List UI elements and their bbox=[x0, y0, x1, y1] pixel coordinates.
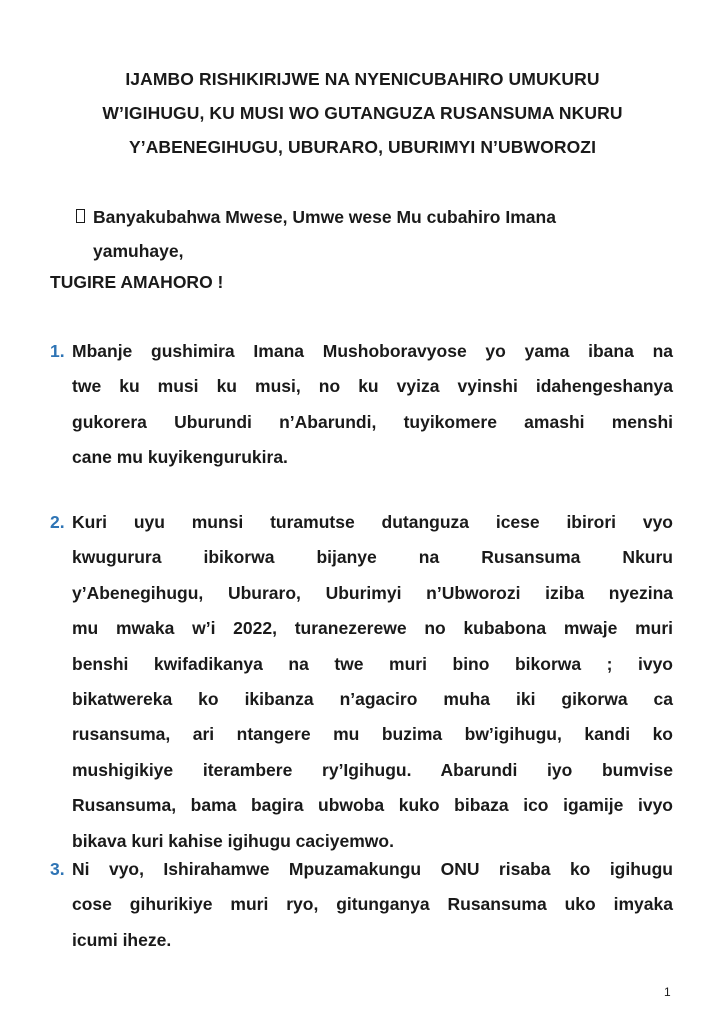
title-line-2: W’IGIHUGU, KU MUSI WO GUTANGUZA RUSANSUMA NKURU bbox=[102, 103, 623, 123]
paragraph-1 bbox=[50, 334, 673, 476]
paragraph-line: twe ku musi ku musi, no ku vyiza vyinshi idahengeshanya bbox=[72, 376, 673, 397]
list-number: 2. bbox=[50, 512, 65, 532]
paragraph-line: kwugurura ibikorwa bijanye na Rusansuma Nkuru bbox=[72, 547, 673, 568]
title-line-3: Y’ABENEGIHUGU, UBURARO, UBURIMYI N’UBWOROZI bbox=[128, 137, 597, 157]
paragraph-line: cose gihurikiye muri ryo, gitunganya Rusansuma uko imyaka bbox=[72, 894, 673, 915]
paragraph-3 bbox=[50, 852, 673, 958]
paragraph-line: Rusansuma, bama bagira ubwoba kuko bibaza ico igamije ivyo bbox=[72, 795, 673, 816]
paragraph-line: gukorera Uburundi n’Abarundi, tuyikomere amashi menshi bbox=[72, 411, 673, 432]
paragraph-line: Kuri uyu munsi turamutse dutanguza icese ibirori vyo bbox=[72, 512, 673, 532]
salutation-line-1: Banyakubahwa Mwese, Umwe wese Mu cubahiro Imana bbox=[93, 207, 556, 227]
paragraph-line: mushigikiye iterambere ry’Igihugu. Abarundi iyo bumvise bbox=[72, 759, 673, 780]
paragraph-line: bikava kuri kahise igihugu caciyemwo. bbox=[72, 830, 394, 851]
speech-title bbox=[40, 62, 685, 164]
greeting-closing: TUGIRE AMAHORO ! bbox=[50, 272, 224, 292]
paragraph-line: benshi kwifadikanya na twe muri bino bikorwa ; ivyo bbox=[72, 653, 673, 674]
list-number: 3. bbox=[50, 859, 65, 879]
paragraph-line: bikatwereka ko ikibanza n’agaciro muha iki gikorwa ca bbox=[72, 688, 673, 709]
paragraph-line: Ni vyo, Ishirahamwe Mpuzamakungu ONU risaba ko igihugu bbox=[72, 859, 673, 879]
paragraph-line: icumi iheze. bbox=[72, 929, 172, 950]
paragraph-line: rusansuma, ari ntangere mu buzima bw’igihugu, kandi ko bbox=[72, 724, 673, 745]
paragraph-line: Mbanje gushimira Imana Mushoboravyose yo yama ibana na bbox=[72, 341, 673, 361]
paragraph-line: cane mu kuyikengurukira. bbox=[72, 447, 288, 468]
salutation-line-2: yamuhaye, bbox=[93, 241, 184, 261]
paragraph-line: y’Abenegihugu, Uburaro, Uburimyi n’Ubworozi iziba nyezina bbox=[72, 582, 673, 603]
title-line-1: IJAMBO RISHIKIRIJWE NA NYENICUBAHIRO UMUKURU bbox=[125, 69, 600, 89]
paragraph-2 bbox=[50, 505, 673, 859]
checkbox-bullet-icon bbox=[76, 209, 85, 223]
paragraph-line: mu mwaka w’i 2022, turanezerewe no kubabona mwaje muri bbox=[72, 618, 673, 639]
page-number: 1 bbox=[664, 985, 671, 999]
list-number: 1. bbox=[50, 341, 65, 361]
salutation bbox=[76, 200, 676, 268]
